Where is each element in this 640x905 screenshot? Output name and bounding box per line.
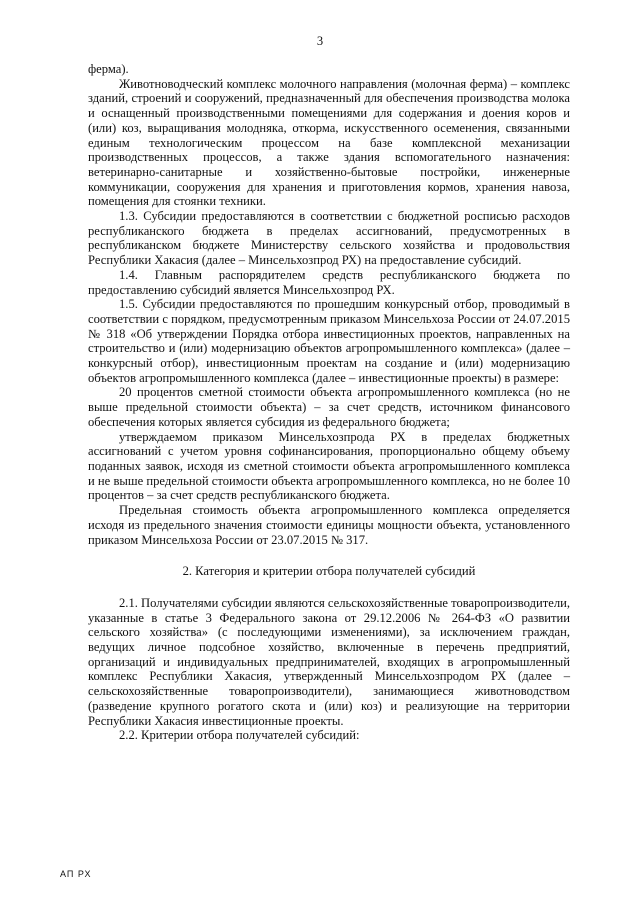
- paragraph-1-3: 1.3. Субсидии предоставляются в соответствии с бюджетной росписью расходов республиканского бюджета в пределах ассигнований, предусмотренных в республиканском бюджете Министерству сельского хозяйства и продовольствия Республики Хакасия (далее – Минсельхозпрод РХ) на предоставление субсидий.: [88, 209, 570, 268]
- document-body: [88, 62, 570, 743]
- paragraph-20-percent: 20 процентов сметной стоимости объекта агропромышленного комплекса (но не выше предельной стоимости объекта) – за счет средств, источником финансового обеспечения которых является субсидия из федерального бюджета;: [88, 385, 570, 429]
- paragraph-2-1: 2.1. Получателями субсидии являются сельскохозяйственные товаропроизводители, указанные в статье 3 Федерального закона от 29.12.2006 № 264-ФЗ «О развитии сельского хозяйства» (с последующими изменениями), за исключением граждан, ведущих личное подсобное хозяйство, включенные в перечень предприятий, организаций и индивидуальных предпринимателей, входящих в агропромышленный комплекс Республики Хакасия, утвержденный Минсельхозпродом РХ (далее – сельскохозяйственные товаропроизводители), занимающиеся животноводством (разведение крупного рогатого скота и (или) коз) и реализующие на территории Республики Хакасия инвестиционные проекты.: [88, 595, 570, 728]
- section-heading: 2. Категория и критерии отбора получателей субсидий: [182, 564, 476, 579]
- paragraph-regional-share: утверждаемом приказом Минсельхозпрода РХ в пределах бюджетных ассигнований с учетом уровня софинансирования, пропорционально общему объему поданных заявок, исходя из сметной стоимости объекта агропромышленного комплекса и не выше предельной стоимости объекта агропромышленного комплекса, но не более 10 процентов – за счет средств республиканского бюджета.: [88, 429, 570, 503]
- paragraph-1-4: 1.4. Главным распорядителем средств республиканского бюджета по предоставлению субсидий является Минсельхозпрод РХ.: [88, 267, 570, 297]
- paragraph-max-cost: Предельная стоимость объекта агропромышленного комплекса определяется исходя из предельного значения стоимости единицы мощности объекта, установленного приказом Минсельхоза России от 23.07.2015 № 317.: [88, 503, 570, 547]
- paragraph-livestock-complex-definition: Животноводческий комплекс молочного направления (молочная ферма) – комплекс зданий, строений и сооружений, предназначенный для обеспечения производства молока и оснащенный производственными помещениями для содержания и доения коров и (или) коз, выращивания молодняка, откорма, искусственного осеменения, связанными единым технологическим процессом на базе комплексной механизации производственных процессов, а также здания вспомогательного назначения: ветеринарно-санитарные и хозяйственно-бытовые постройки, инженерные коммуникации, сооружения для хранения и приготовления кормов, хранения навоза, помещения для стоянки техники.: [88, 76, 570, 209]
- paragraph-continuation: ферма).: [88, 62, 129, 76]
- paragraph-1-5: 1.5. Субсидии предоставляются по прошедшим конкурсный отбор, проводимый в соответствии с порядком, предусмотренным приказом Минсельхоза России от 24.07.2015 № 318 «Об утверждении Порядка отбора инвестиционных проектов, направленных на строительство и (или) модернизацию объектов агропромышленного комплекса» (далее – конкурсный отбор), инвестиционным проектам на создание и (или) модернизацию объектов агропромышленного комплекса (далее – инвестиционные проекты) в размере:: [88, 297, 570, 385]
- footer-code: АП РХ: [60, 869, 92, 879]
- paragraph-2-2: 2.2. Критерии отбора получателей субсидий:: [119, 728, 360, 743]
- page-number: 3: [316, 34, 324, 48]
